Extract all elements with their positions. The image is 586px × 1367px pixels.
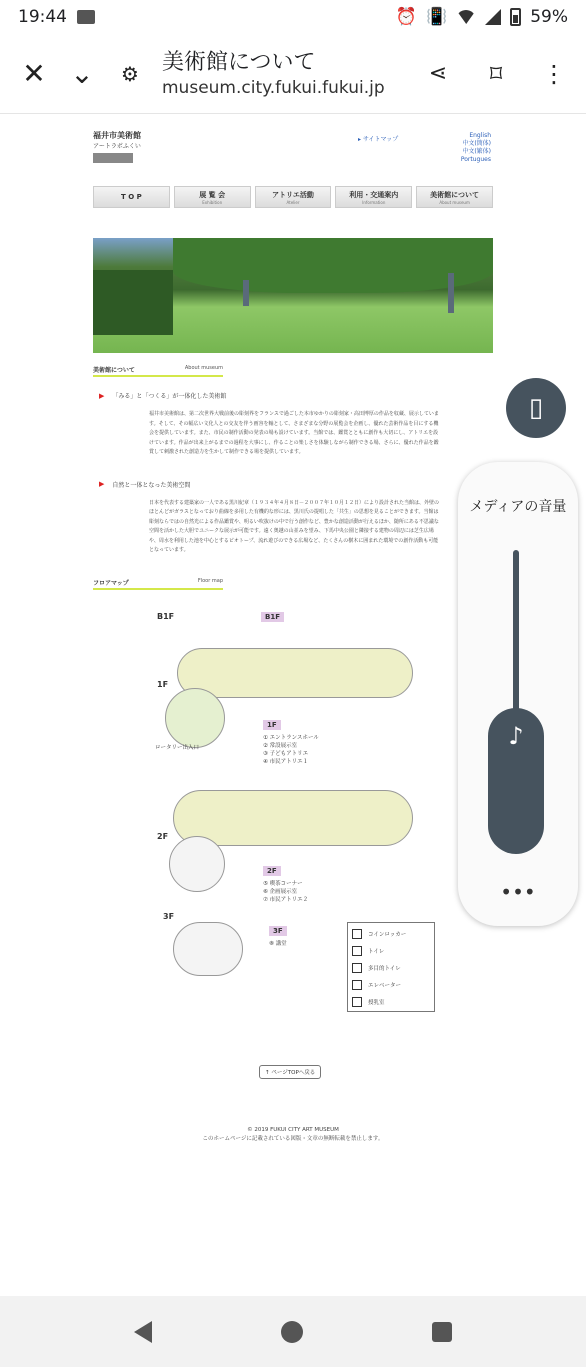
nav-top[interactable] [93, 186, 170, 208]
status-bar [0, 0, 586, 34]
music-note-icon: ♪ [508, 722, 524, 750]
nav-about-label: 美術館について [430, 190, 480, 199]
nav-top-label: T O P [121, 193, 142, 201]
room-3: ③ 子どもアトリエ [263, 750, 309, 757]
legend-locker-label: コインロッカー [368, 931, 407, 938]
nav-atelier-label: アトリエ活動 [272, 190, 314, 199]
alarm-icon: ⏰ [395, 7, 418, 27]
arrow-icon: ▶ [99, 391, 105, 400]
nav-exhibition-sub: Exhibition [202, 199, 223, 205]
legend-locker [352, 927, 430, 944]
site-logo[interactable] [93, 130, 493, 163]
hero-photo-garden [93, 238, 493, 353]
floor-label-2f: 2F [157, 831, 169, 841]
bullet-1-text: 「みる」と「つくる」が一体化した美術館 [112, 393, 227, 400]
floor-1f-list [263, 734, 319, 766]
bullet-2-text: 自然と一体となった美術空間 [112, 481, 191, 489]
sitemap-link[interactable]: ▸ サイトマップ [358, 136, 399, 143]
copyright: © 2019 FUKUI CITY ART MUSEUM [247, 1127, 339, 1133]
lang-english[interactable]: English [469, 132, 491, 139]
nav-information-label: 利用・交通案内 [349, 190, 399, 199]
battery-percent: 59% [530, 7, 568, 27]
floor-2f-list [263, 880, 308, 904]
bookmark-icon[interactable]: ⌑ [489, 59, 503, 88]
room-5: ⑤ 喫茶コーナー [263, 880, 303, 887]
floor-map-title [93, 578, 223, 590]
signal-icon [485, 9, 501, 25]
page-settings-icon[interactable]: ⚙ [121, 61, 139, 86]
logo-mark [93, 153, 133, 163]
more-options-icon[interactable]: ⋮ [542, 59, 566, 88]
recent-apps-icon[interactable] [432, 1322, 452, 1342]
vibrate-mode-button[interactable] [506, 378, 566, 438]
legend-toilet [352, 944, 430, 961]
footer-note: このホームページに記載されている図版・文章の無断転載を禁止します。 [202, 1136, 384, 1142]
nursing-room-icon [352, 997, 362, 1007]
sitemap-label: サイトマップ [362, 136, 399, 143]
body-paragraph-2: 日本を代表する建築家の一人である黒川紀章（１９３４年４月８日－２００７年１０月１２日）により設計された当館は、外壁のほとんどがガラスとなっており曲線を多用した有機的な形には、黒川氏の提唱した「共生」の思想を見ることができます。当館は彫刻ならではの自然光による作品鑑賞や、明るい吹抜けの中で行う創作など、豊かな創造活動が行えるほか、随所にある不思議な空間を活かした大胆でユニークな展示が可能です。遠く奥越の山並みを望み、下馬中央公園と隣接する建物の周辺には芝生広場や、周水を利用した池を中心とするビオトープ、流れ遊びのできる広場など、たくさんの樹木に囲まれた環境での創作活動も可能となっています。 [149, 499, 440, 553]
hero-hedge [93, 270, 173, 335]
battery-icon [510, 8, 521, 26]
vibrate-icon: ▯ [528, 393, 544, 423]
locker-icon [352, 929, 362, 939]
page-footer [93, 1126, 493, 1144]
room-7: ⑦ 市民アトリエ２ [263, 896, 309, 903]
status-time: 19:44 [18, 7, 67, 27]
back-to-top-label: ページTOPへ戻る [271, 1070, 316, 1076]
status-icons [396, 7, 568, 27]
page-url: museum.city.fukui.fukui.jp [162, 77, 385, 98]
volume-panel [458, 462, 578, 926]
bullet-heading-1 [93, 391, 493, 400]
floor-map [93, 604, 493, 1006]
browser-toolbar [0, 34, 586, 114]
section-title [93, 365, 223, 377]
room-1: ① エントランスホール [263, 734, 319, 741]
floor-3f-shape [173, 922, 243, 976]
floor-tag-1f: 1F [263, 720, 281, 730]
chevron-down-icon[interactable]: ⌄ [70, 57, 94, 90]
nav-information-sub: Information [362, 199, 386, 205]
floor-3f-list [269, 940, 287, 948]
global-nav [93, 186, 493, 208]
lang-chinese-simplified[interactable]: 中文(簡体) [462, 140, 491, 147]
nav-atelier[interactable] [255, 186, 332, 208]
nav-information[interactable] [335, 186, 412, 208]
system-nav-bar [0, 1296, 586, 1367]
legend-accessible-label: 多目的トイレ [368, 965, 401, 972]
floor-tag-3f: 3F [269, 926, 287, 936]
nav-atelier-sub: Atelier [286, 199, 300, 205]
notification-app-icon [77, 10, 95, 24]
logo-name: 福井市美術館 [93, 131, 141, 140]
nav-exhibition[interactable] [174, 186, 251, 208]
hero-sculpture [243, 280, 249, 306]
floor-title-ja: フロアマップ [93, 579, 129, 587]
floor-label-3f: 3F [163, 911, 175, 921]
elevator-icon [352, 980, 362, 990]
volume-slider-thumb[interactable] [488, 708, 544, 854]
back-icon[interactable] [134, 1321, 152, 1343]
legend-elevator [352, 978, 430, 995]
language-links [461, 132, 491, 164]
legend-toilet-label: トイレ [368, 948, 385, 955]
hero-trees [173, 238, 493, 293]
home-icon[interactable] [281, 1321, 303, 1343]
volume-label: メディアの音量 [469, 499, 567, 515]
bullet-heading-2 [93, 480, 493, 489]
legend-accessible [352, 961, 430, 978]
toilet-icon [352, 946, 362, 956]
hero-sculpture [448, 273, 454, 313]
section-title-en: About museum [184, 365, 223, 371]
share-icon[interactable]: ⋖ [428, 61, 448, 86]
room-4: ④ 市民アトリエ１ [263, 758, 309, 765]
floor-tag-2f: 2F [263, 866, 281, 876]
floor-label-b1f: B1F [157, 611, 175, 621]
site-header [93, 130, 493, 186]
page-title: 美術館について [162, 49, 316, 75]
back-to-top-button[interactable]: ↑ ページTOPへ戻る [259, 1065, 321, 1079]
page-title-block [162, 49, 385, 99]
lang-portuguese[interactable]: Portugues [460, 156, 491, 163]
nav-about[interactable] [416, 186, 493, 208]
floor-1f-shape [177, 648, 413, 698]
floor-title-en: Floor map [197, 577, 223, 584]
map-legend [347, 922, 435, 1012]
floor-tag-b1f: B1F [261, 612, 284, 622]
section-title-ja: 美術館について [93, 367, 135, 374]
nav-about-sub: About museum [439, 199, 470, 205]
vibrate-icon: 📳 [426, 7, 448, 27]
room-2: ② 常設展示室 [263, 742, 298, 749]
lang-chinese-traditional[interactable]: 中文(繁体) [462, 148, 491, 155]
nav-exhibition-label: 展 覧 会 [199, 190, 226, 199]
legend-elevator-label: エレベーター [368, 982, 402, 989]
close-icon[interactable]: ✕ [22, 57, 46, 90]
floor-1f-entrance [165, 688, 225, 748]
floor-2f-shape [173, 790, 413, 846]
body-paragraph-1: 福井市美術館は、第二次世界大戦前後の彫刻界をフランスで過ごした本市ゆかりの彫刻家・高田博厚の作品を収蔵、展示しています。そして、その幅広い文化人との交友を伴う画容を軸として、さまざまな分野の展覧会を企画し、優れた芸術作品を目にする機会を提供しています。また、市民の制作活動の発表の場も設けています。当館では、鑑賞とともに創作も大切にし、アトリエを設けています。作品が出来上がるまでの過程を大事にし、作ることの楽しさを体験しながら制作できる場、さらに、優れた作品を鑑賞して刺激された創造力を生かして制作できる場を提供しています。 [149, 411, 439, 455]
logo-sub: アートラボふくい [93, 143, 141, 150]
wifi-icon [456, 10, 476, 24]
wheelchair-icon [352, 963, 362, 973]
entrance-label: ロータリー出入口 [155, 744, 200, 751]
arrow-icon: ▶ [99, 480, 105, 488]
more-icon[interactable]: ••• [500, 880, 536, 904]
web-page [93, 130, 493, 1160]
legend-nursing-label: 授乳室 [368, 999, 385, 1006]
floor-2f-cafe [169, 836, 225, 892]
room-6: ⑥ 企画展示室 [263, 888, 298, 895]
floor-label-1f: 1F [157, 679, 169, 689]
legend-nursing [352, 995, 430, 1012]
room-8: ⑧ 講堂 [269, 940, 287, 947]
